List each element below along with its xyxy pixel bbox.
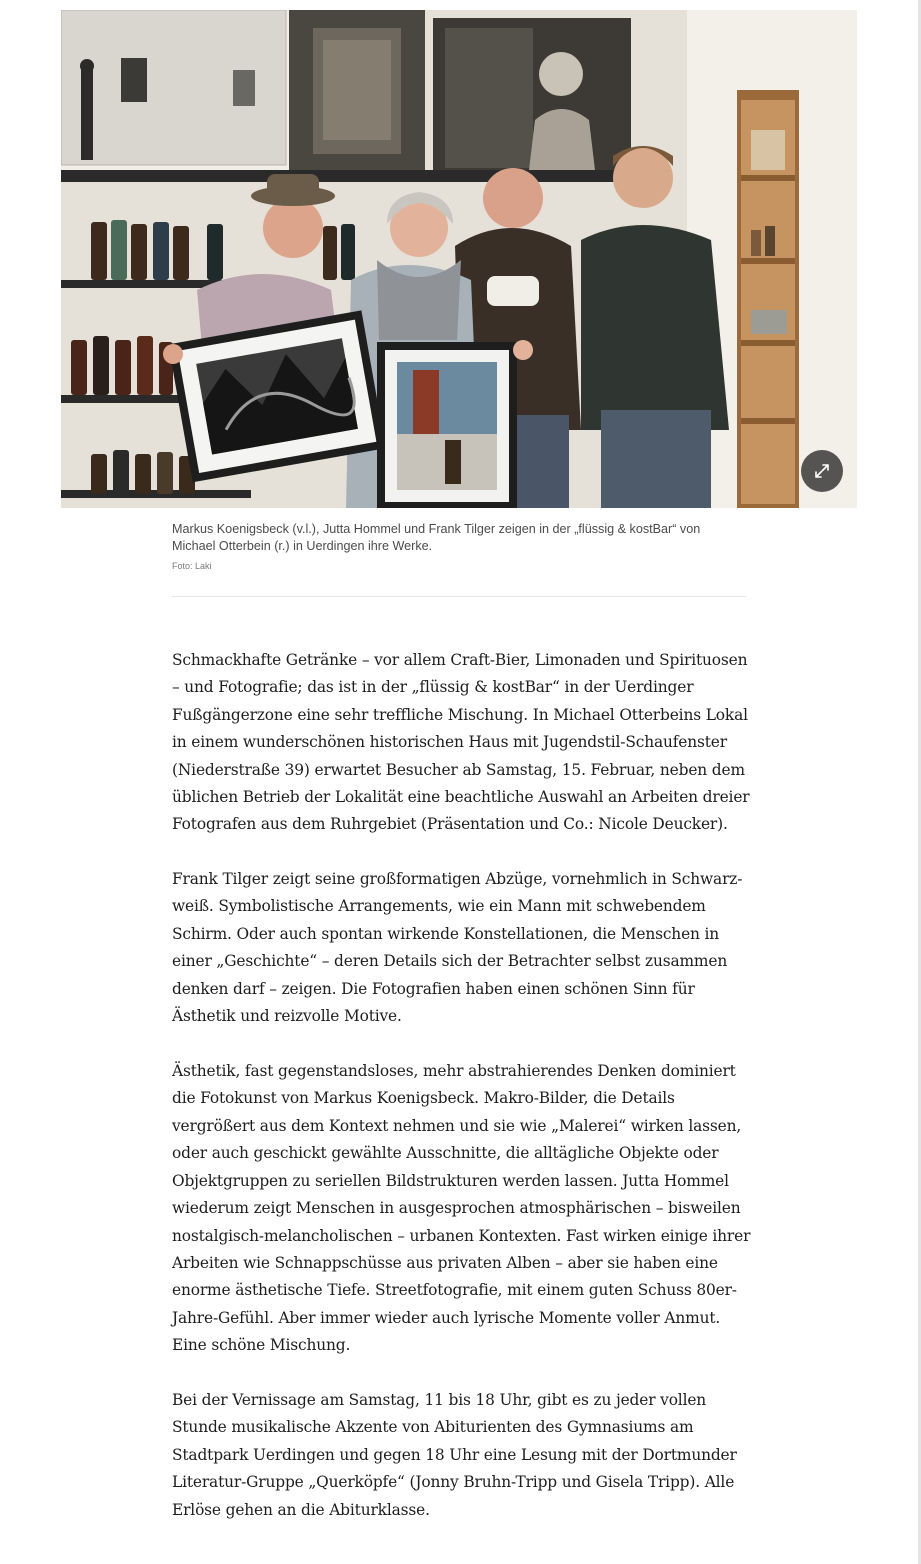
article-photo[interactable] — [61, 10, 857, 508]
expand-image-button[interactable] — [801, 450, 843, 492]
article-paragraph-1: Schmackhafte Getränke – vor allem Craft-Bier, Limonaden und Spirituosen – und Fotografie; das ist in der „flüssig & kostBar“ in der Uerdinger Fußgängerzone eine sehr treffliche Mischung. In Michael Otterbeins Lokal in einem wunderschönen historischen Haus mit Jugendstil-Schaufenster (Niederstraße 39) erwartet Besucher ab Samstag, 15. Februar, neben dem üblichen Betrieb der Lokalität eine beachtliche Auswahl an Arbeiten dreier Fotografen aus dem Ruhrgebiet (Präsentation und Co.: Nicole Deucker). — [172, 651, 750, 834]
photo-illustration — [61, 10, 857, 508]
article-body — [172, 647, 752, 1524]
article-paragraph-4: Bei der Vernissage am Samstag, 11 bis 18 Uhr, gibt es zu jeder vollen Stunde musikalische Akzente von Abiturienten des Gymnasiums am Stadtpark Uerdingen und gegen 18 Uhr eine Lesung mit der Dortmunder Literatur-Gruppe „Querköpfe“ (Jonny Bruhn-Tripp und Gisela Tripp). Alle Erlöse gehen an die Abiturklasse. — [172, 1390, 737, 1519]
photo-caption: Markus Koenigsbeck (v.l.), Jutta Hommel und Frank Tilger zeigen in der „flüssig & kostBar“ von Michael Otterbein (r.) in Uerdingen ihre Werke. — [172, 522, 701, 553]
divider — [172, 596, 746, 597]
photo-credit: Foto: Laki — [172, 561, 212, 571]
article-paragraph-2: Frank Tilger zeigt seine großformatigen Abzüge, vornehmlich in Schwarz-weiß. Symbolistische Arrangements, wie ein Mann mit schwebendem Schirm. Oder auch spontan wirkende Konstellationen, die Menschen in einer „Geschichte“ – deren Details sich der Betrachter selbst zusammen denken darf – zeigen. Die Fotografien haben einen schönen Sinn für Ästhetik und reizvolle Motive. — [172, 870, 743, 1026]
expand-icon — [813, 462, 831, 480]
article-paragraph-3: Ästhetik, fast gegenstandsloses, mehr abstrahierendes Denken dominiert die Fotokunst von Markus Koenigsbeck. Makro-Bilder, die Details vergrößert aus dem Kontext nehmen und sie wie „Malerei“ wirken lassen, oder auch geschickt gewählte Ausschnitte, die alltägliche Objekte oder Objektgruppen zu seriellen Bildstrukturen werden lassen. Jutta Hommel wiederum zeigt Menschen in ausgesprochen atmosphärischen – bisweilen nostalgisch-melancholischen – urbanen Kontexten. Fast wirken einige ihrer Arbeiten wie Schnappschüsse aus privaten Alben – aber sie haben eine enorme ästhetische Tiefe. Streetfotografie, mit einem guten Schuss 80er-Jahre-Gefühl. Aber immer wieder auch lyrische Momente voller Anmut. Eine schöne Mischung. — [172, 1062, 751, 1355]
